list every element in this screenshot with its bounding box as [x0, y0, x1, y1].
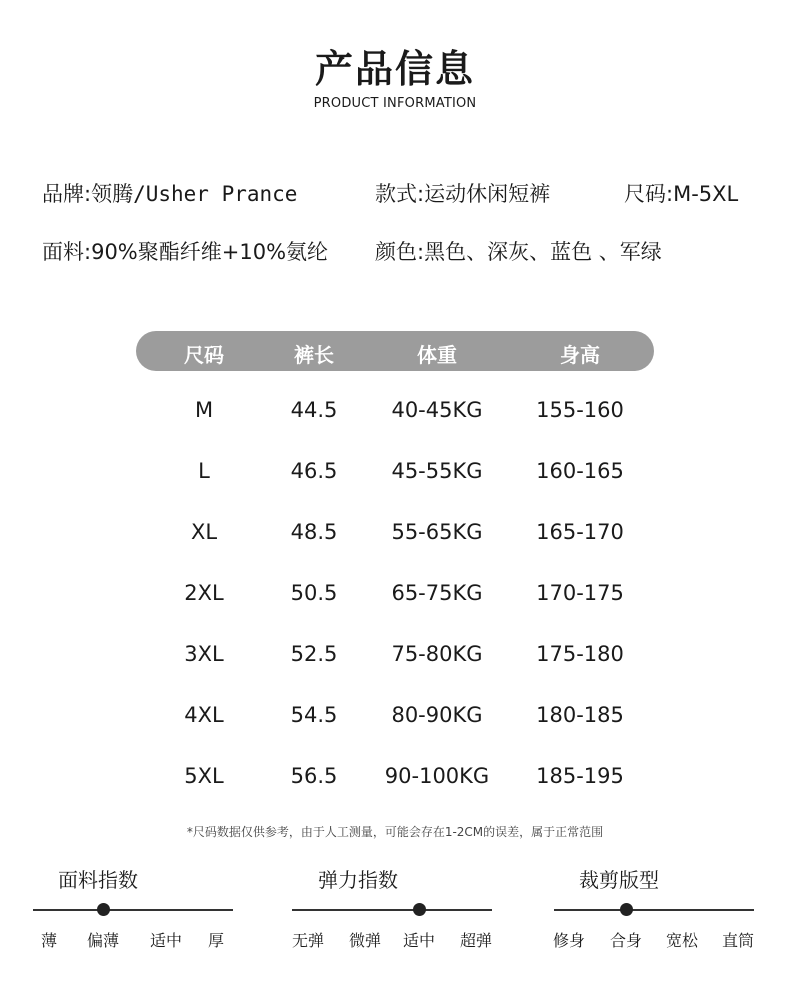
- scale-indicator-dot: [97, 903, 110, 916]
- color-label: 颜色:: [375, 240, 425, 264]
- scale-label: 适中: [402, 931, 436, 950]
- scale-line: [292, 909, 492, 911]
- height-cell: 185-195: [536, 764, 624, 788]
- scale-title: 裁剪版型: [579, 868, 659, 892]
- size-cell: 4XL: [184, 703, 224, 727]
- fabric-label: 面料:: [42, 240, 92, 264]
- style-info: [375, 178, 550, 208]
- size-value: M-5XL: [673, 182, 739, 206]
- scale-title: 面料指数: [58, 868, 138, 892]
- brand-label: 品牌:: [42, 182, 92, 206]
- color-value: 黑色、深灰、蓝色 、军绿: [424, 240, 662, 264]
- scale-indicator-dot: [413, 903, 426, 916]
- length-cell: 46.5: [290, 459, 338, 483]
- header-weight: 体重: [417, 343, 457, 367]
- size-note: *尺码数据仅供参考，由于人工测量，可能会存在1-2CM的误差，属于正常范围: [186, 825, 604, 839]
- weight-cell: 55-65KG: [391, 520, 483, 544]
- weight-cell: 80-90KG: [391, 703, 483, 727]
- size-cell: XL: [190, 520, 218, 544]
- weight-cell: 45-55KG: [391, 459, 483, 483]
- weight-cell: 65-75KG: [391, 581, 483, 605]
- scale-label: 超弹: [459, 931, 493, 950]
- length-cell: 48.5: [290, 520, 338, 544]
- height-cell: 165-170: [536, 520, 624, 544]
- size-cell: L: [198, 459, 210, 483]
- size-cell: M: [194, 398, 214, 422]
- scale-label: 直筒: [721, 931, 755, 950]
- page-title: 产品信息: [314, 47, 475, 91]
- length-cell: 54.5: [290, 703, 338, 727]
- size-cell: 5XL: [184, 764, 224, 788]
- fabric-info: [42, 236, 328, 266]
- height-cell: 160-165: [536, 459, 624, 483]
- header-size: 尺码: [184, 343, 224, 367]
- style-label: 款式:: [375, 182, 425, 206]
- fabric-value: 90%聚酯纤维+10%氨纶: [91, 240, 329, 264]
- scale-title: 弹力指数: [318, 868, 398, 892]
- size-table-header: [136, 331, 654, 371]
- scale-line: [33, 909, 233, 911]
- length-cell: 52.5: [290, 642, 338, 666]
- size-cell: 3XL: [184, 642, 224, 666]
- size-cell: 2XL: [184, 581, 224, 605]
- brand-value: 领腾/Usher Prance: [91, 182, 298, 206]
- weight-cell: 90-100KG: [384, 764, 490, 788]
- height-cell: 155-160: [536, 398, 624, 422]
- page-subtitle: PRODUCT INFORMATION: [313, 96, 477, 111]
- weight-cell: 40-45KG: [391, 398, 483, 422]
- style-value: 运动休闲短裤: [424, 182, 551, 206]
- brand-info: [42, 178, 297, 208]
- length-cell: 44.5: [290, 398, 338, 422]
- scale-indicator-dot: [620, 903, 633, 916]
- size-info: [624, 178, 738, 208]
- height-cell: 175-180: [536, 642, 624, 666]
- header-length: 裤长: [294, 343, 334, 367]
- scale-line: [554, 909, 754, 911]
- height-cell: 170-175: [536, 581, 624, 605]
- scale-label: 修身: [552, 931, 586, 950]
- weight-cell: 75-80KG: [391, 642, 483, 666]
- scale-label: 宽松: [665, 931, 699, 950]
- scale-label: 薄: [40, 931, 58, 950]
- scale-label: 适中: [149, 931, 183, 950]
- length-cell: 56.5: [290, 764, 338, 788]
- header-height: 身高: [560, 343, 600, 367]
- scale-label: 偏薄: [86, 931, 120, 950]
- length-cell: 50.5: [290, 581, 338, 605]
- height-cell: 180-185: [536, 703, 624, 727]
- color-info: [375, 236, 662, 266]
- size-label: 尺码:: [624, 182, 674, 206]
- scale-label: 无弹: [291, 931, 325, 950]
- scale-label: 微弹: [348, 931, 382, 950]
- scale-label: 合身: [609, 931, 643, 950]
- scale-label: 厚: [207, 931, 225, 950]
